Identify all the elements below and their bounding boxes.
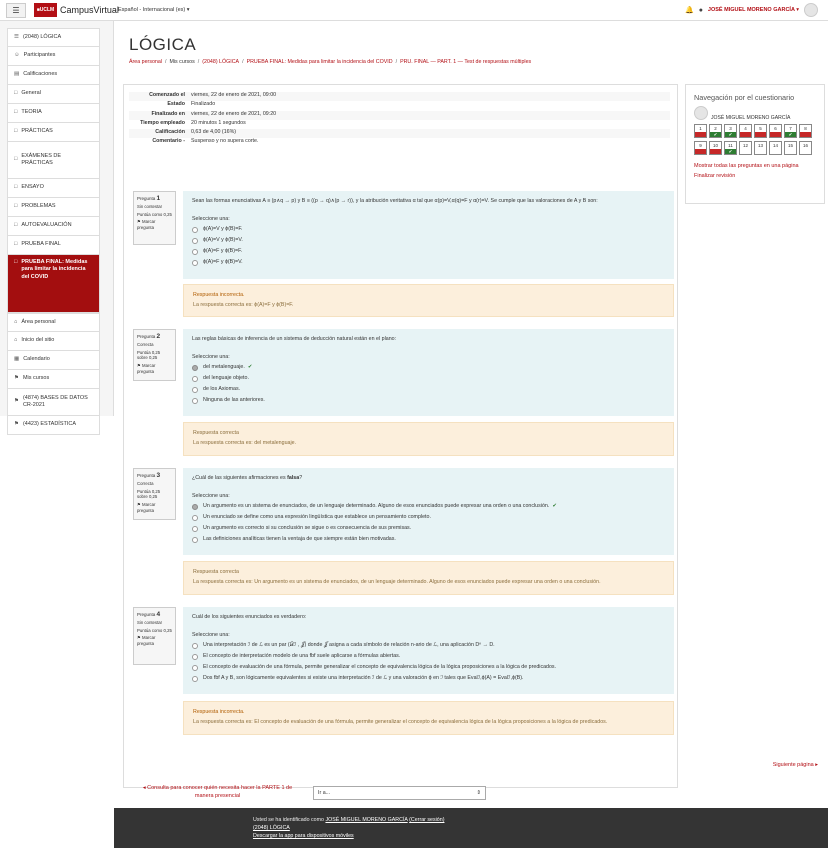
question-box-4 xyxy=(183,607,674,694)
answer-option[interactable] xyxy=(192,536,665,544)
flag-question-button[interactable]: ⚑ Marcar pregunta xyxy=(137,635,156,647)
question-number: 3 xyxy=(156,472,161,479)
main-content xyxy=(114,21,828,808)
sidebar-item-label: (4423) ESTADÍSTICA xyxy=(22,421,77,428)
feedback-header: Respuesta incorrecta. xyxy=(193,709,245,715)
question-score: Puntúa 0,25 sobre 0,25 xyxy=(137,488,161,500)
answer-option[interactable] xyxy=(192,653,665,661)
sidebar-item-icon: □ xyxy=(14,241,18,248)
answer-option-label: Un argumento es un sistema de enunciados, de un lenguaje determinado. Alguno de esos enunciados puede expresar una orden o una conclusión. xyxy=(203,503,550,510)
answer-option[interactable] xyxy=(192,237,665,245)
summary-value: viernes, 22 de enero de 2021, 09:20 xyxy=(191,110,277,117)
sidebar-item-icon: ▦ xyxy=(14,356,20,363)
summary-row xyxy=(129,101,670,110)
sidebar-item-icon: □ xyxy=(14,128,18,135)
sidebar-item-17[interactable] xyxy=(7,389,100,416)
correct-answer: La respuesta correcta es: ϕ(A)=F y ϕ(B)=F. xyxy=(193,302,294,309)
sidebar-item-label: EXÁMENES DE PRÁCTICAS xyxy=(21,152,62,166)
sidebar xyxy=(0,21,114,428)
question-nav-button-7[interactable] xyxy=(784,124,797,138)
flag-question-button[interactable]: ⚑ Marcar pregunta xyxy=(137,363,156,374)
answer-option-label: Las definiciones analíticas tienen la ventaja de que siempre están bien motivadas. xyxy=(203,535,396,542)
answer-option[interactable] xyxy=(192,664,665,672)
question-nav-button-14[interactable] xyxy=(769,141,782,155)
question-nav-button-13[interactable] xyxy=(754,141,767,155)
sidebar-item-2[interactable] xyxy=(7,47,100,66)
sidebar-item-16[interactable] xyxy=(7,370,100,389)
avatar[interactable] xyxy=(804,3,818,17)
question-nav-number: 7 xyxy=(789,126,792,131)
radio-button[interactable] xyxy=(192,365,198,371)
question-text: Las reglas básicas de inferencia de un sistema de deducción natural están en el plano: xyxy=(192,336,397,342)
breadcrumb-item-5[interactable]: PRU. FINAL — PART. 1 — Test de respuestas múltiples xyxy=(400,59,532,65)
radio-button[interactable] xyxy=(192,249,198,255)
logged-in-text: Usted se ha identificado como xyxy=(253,817,326,823)
breadcrumb-separator: / xyxy=(164,59,167,65)
feedback-header: Respuesta correcta xyxy=(193,569,239,575)
sidebar-item-4[interactable] xyxy=(7,85,100,104)
summary-row xyxy=(129,129,670,138)
question-nav-status: ✔ xyxy=(725,149,736,154)
sidebar-item-label: (2048) LÓGICA xyxy=(22,33,62,40)
radio-button[interactable] xyxy=(192,387,198,393)
page-footer xyxy=(114,808,828,848)
summary-label: Finalizado en xyxy=(151,110,185,117)
feedback-header: Respuesta incorrecta. xyxy=(193,292,245,298)
question-nav-number: 1 xyxy=(699,126,702,131)
sidebar-item-label: Participantes xyxy=(23,52,56,59)
question-nav-status xyxy=(800,132,811,137)
question-info-4 xyxy=(133,607,176,665)
question-nav-status: ✔ xyxy=(785,132,796,137)
avatar xyxy=(694,106,708,120)
sidebar-item-icon: □ xyxy=(14,203,18,210)
question-box-1 xyxy=(183,191,674,279)
radio-button[interactable] xyxy=(192,238,198,244)
sidebar-item-label: PRÁCTICAS xyxy=(21,128,53,135)
sidebar-item-icon: ▤ xyxy=(14,71,20,78)
sidebar-item-3[interactable] xyxy=(7,66,100,85)
question-box-3 xyxy=(183,468,674,555)
quiz-navigation-panel xyxy=(685,84,825,204)
question-nav-button-1[interactable] xyxy=(694,124,707,138)
summary-value: 0,63 de 4,00 (16%) xyxy=(191,129,237,136)
radio-button[interactable] xyxy=(192,676,198,682)
question-number: 1 xyxy=(156,195,161,202)
sidebar-item-13[interactable] xyxy=(7,313,100,332)
feedback-box-1 xyxy=(183,284,674,317)
sidebar-item-label: General xyxy=(21,90,41,97)
question-nav-number: 14 xyxy=(772,143,778,148)
answer-option[interactable] xyxy=(192,397,665,405)
sidebar-item-icon: ⚑ xyxy=(14,375,19,382)
question-nav-button-15[interactable] xyxy=(784,141,797,155)
question-number: 4 xyxy=(156,611,161,618)
answer-option-label: del metalenguaje. xyxy=(203,364,245,371)
question-label: Pregunta xyxy=(137,612,156,617)
question-state: Correcta xyxy=(137,480,154,486)
question-nav-number: 3 xyxy=(729,126,732,131)
question-score: Puntúa 0,25 sobre 0,25 xyxy=(137,349,161,361)
breadcrumb-separator: / xyxy=(242,59,244,65)
question-info-3 xyxy=(133,468,176,520)
answer-option[interactable] xyxy=(192,364,665,372)
sidebar-item-8[interactable] xyxy=(7,179,100,198)
answer-option-label: ϕ(A)=F y ϕ(B)=V. xyxy=(203,258,243,265)
footer-user-link[interactable]: JOSÉ MIGUEL MORENO GARCÍA xyxy=(325,817,408,823)
summary-label: Tiempo empleado xyxy=(140,119,185,126)
select-arrows-icon: ⇕ xyxy=(476,790,481,796)
question-nav-button-10[interactable] xyxy=(709,141,722,155)
question-nav-button-2[interactable] xyxy=(709,124,722,138)
radio-button[interactable] xyxy=(192,654,198,660)
summary-label: Estado xyxy=(167,101,185,108)
summary-row xyxy=(129,111,670,120)
answer-option[interactable] xyxy=(192,514,665,522)
question-box-2 xyxy=(183,329,674,416)
question-text: Sean las formas enunciativas A ≡ (p∧q → p) y B ≡ ((p → q)∧(p → r)), y la atribución veritativa α tal que α(p)=V,α(q)=F y α(r)=V. Se cumple que las valoraciones de A y B son: xyxy=(192,198,598,204)
breadcrumb xyxy=(129,59,531,65)
question-nav-status: ✔ xyxy=(725,132,736,137)
jump-to-select[interactable] xyxy=(313,786,486,800)
question-text-start: ¿Cuál de las siguientes afirmaciones es xyxy=(192,475,288,481)
sidebar-item-10[interactable] xyxy=(7,217,100,236)
sidebar-item-icon: ⌂ xyxy=(14,337,18,344)
question-nav-grid xyxy=(694,124,824,155)
question-nav-button-6[interactable] xyxy=(769,124,782,138)
select-prompt: Seleccione una: xyxy=(192,215,230,222)
sidebar-item-icon: ⚑ xyxy=(14,398,19,405)
question-state: Sin contestar xyxy=(137,203,163,209)
question-score: Puntúa como 0,25 xyxy=(137,627,172,633)
sidebar-item-label: Área personal xyxy=(21,318,56,325)
question-number: 2 xyxy=(156,333,161,340)
previous-activity-link[interactable]: ◂ Consulta para conocer quién necesita hacer la PARTE 1 de manera presencial xyxy=(142,785,293,799)
feedback-header: Respuesta correcta xyxy=(193,430,239,436)
sidebar-item-icon: ☰ xyxy=(14,33,19,40)
summary-value: Suspenso y no supera corte. xyxy=(191,138,259,145)
select-prompt: Seleccione una: xyxy=(192,631,230,638)
question-nav-number: 15 xyxy=(787,143,793,148)
question-nav-button-11[interactable] xyxy=(724,141,737,155)
answer-option[interactable] xyxy=(192,675,665,683)
sidebar-item-11[interactable] xyxy=(7,236,100,255)
radio-button[interactable] xyxy=(192,260,198,266)
attempt-summary-table xyxy=(129,92,670,148)
question-label: Pregunta xyxy=(137,473,156,478)
question-nav-status xyxy=(785,149,796,154)
nav-user-name: JOSÉ MIGUEL MORENO GARCÍA xyxy=(711,115,791,121)
flag-question-button[interactable]: ⚑ Marcar pregunta xyxy=(137,502,156,513)
sidebar-item-label: PRUEBA FINAL: Medidas para limitar la incidencia del COVID xyxy=(21,259,88,280)
summary-row xyxy=(129,120,670,129)
summary-value: Finalizado xyxy=(191,101,216,108)
answer-option[interactable] xyxy=(192,642,665,650)
top-navbar xyxy=(0,0,828,21)
sidebar-item-label: (4874) BASES DE DATOS CR-2021 xyxy=(22,394,88,408)
breadcrumb-item-1[interactable]: Área personal xyxy=(129,59,162,65)
question-nav-number: 8 xyxy=(804,126,807,131)
checkmark-icon: ✔ xyxy=(552,503,557,510)
sidebar-item-icon: ⌂ xyxy=(14,318,18,325)
sidebar-item-label: PRUEBA FINAL xyxy=(21,241,61,248)
question-nav-button-16[interactable] xyxy=(799,141,812,155)
sidebar-item-label: Calificaciones xyxy=(23,71,58,78)
question-nav-status xyxy=(770,132,781,137)
question-text-end: ? xyxy=(299,475,303,481)
question-nav-number: 12 xyxy=(742,143,748,148)
radio-button[interactable] xyxy=(192,515,198,521)
radio-button[interactable] xyxy=(192,398,198,404)
sidebar-item-icon: □ xyxy=(14,156,18,163)
radio-button[interactable] xyxy=(192,504,198,510)
answer-option[interactable] xyxy=(192,248,665,256)
question-text-emphasis: falsa xyxy=(287,475,300,481)
sidebar-item-9[interactable] xyxy=(7,198,100,217)
sidebar-item-6[interactable] xyxy=(7,123,100,142)
sidebar-item-12[interactable] xyxy=(7,255,100,313)
question-state: Sin contestar xyxy=(137,619,163,625)
feedback-box-4 xyxy=(183,701,674,735)
radio-button[interactable] xyxy=(192,643,198,649)
answer-option[interactable] xyxy=(192,503,665,511)
summary-label: Comenzado el xyxy=(149,92,185,98)
radio-button[interactable] xyxy=(192,665,198,671)
question-nav-status xyxy=(710,149,721,154)
correct-answer: La respuesta correcta es: El concepto de evaluación de una fórmula, permite generalizar el concepto de equivalencia lógica de la lógica proposiciones a la lógica de predicados. xyxy=(193,719,608,726)
summary-row xyxy=(129,138,670,147)
answer-option[interactable] xyxy=(192,375,665,383)
answer-option-label: ϕ(A)=V y ϕ(B)=V. xyxy=(203,237,243,244)
answer-option-label: ϕ(A)=V y ϕ(B)=F. xyxy=(203,226,243,233)
sidebar-item-1[interactable] xyxy=(7,28,100,47)
hamburger-icon: ☰ xyxy=(12,6,20,15)
question-nav-status xyxy=(740,132,751,137)
sidebar-item-15[interactable] xyxy=(7,351,100,370)
question-nav-status xyxy=(800,149,811,154)
breadcrumb-item-3[interactable]: (2048) LÓGICA xyxy=(202,59,240,65)
correct-answer: La respuesta correcta es: Un argumento es un sistema de enunciados, de un lenguaje determinado. Alguno de esos enunciados puede expresar una orden o una conclusión. xyxy=(193,579,601,586)
user-menu[interactable]: JOSÉ MIGUEL MORENO GARCÍA ▾ xyxy=(707,7,799,13)
sidebar-item-18[interactable] xyxy=(7,416,100,435)
jump-to-label: Ir a... xyxy=(318,790,331,796)
sidebar-item-label: Calendario xyxy=(23,356,50,363)
page-title: LÓGICA xyxy=(129,35,197,54)
sidebar-item-icon: ⚑ xyxy=(14,421,19,428)
answer-option-label: del lenguaje objeto. xyxy=(203,375,249,382)
sidebar-item-icon: □ xyxy=(14,109,18,116)
hamburger-menu-button[interactable] xyxy=(6,3,26,18)
radio-button[interactable] xyxy=(192,376,198,382)
breadcrumb-item-4[interactable]: PRUEBA FINAL: Medidas para limitar la incidencia del COVID xyxy=(246,59,393,65)
radio-button[interactable] xyxy=(192,227,198,233)
sidebar-item-5[interactable] xyxy=(7,104,100,123)
quiz-review-panel xyxy=(123,84,678,788)
footer-course-link[interactable]: (2048) LÓGICA xyxy=(253,825,290,832)
brand-name: CampusVirtual xyxy=(60,5,119,15)
summary-label: Calificación xyxy=(155,129,185,136)
mobile-app-link[interactable]: Descargar la app para dispositivos móviles xyxy=(253,833,354,840)
question-nav-number: 16 xyxy=(802,143,808,148)
quiz-navigation-title: Navegación por el cuestionario xyxy=(694,93,795,102)
summary-value: 20 minutos 1 segundos xyxy=(191,119,246,126)
correct-answer: La respuesta correcta es: del metalenguaje. xyxy=(193,440,297,447)
question-text: Cuál de los siguientes enunciados es verdadero: xyxy=(192,614,307,620)
chat-bubble-icon[interactable]: ● xyxy=(698,6,703,14)
answer-option-label: Ninguna de las anteriores. xyxy=(203,396,265,403)
sidebar-item-icon: □ xyxy=(14,259,18,265)
finish-review-link[interactable]: Finalizar revisión xyxy=(694,173,736,180)
answer-option-label: de los Axiomas. xyxy=(203,386,241,393)
answer-option[interactable] xyxy=(192,226,665,234)
question-nav-number: 4 xyxy=(744,126,747,131)
checkmark-icon: ✔ xyxy=(247,364,253,371)
sidebar-item-icon: □ xyxy=(14,184,18,191)
question-state: Correcta xyxy=(137,341,154,347)
next-page-link[interactable]: Siguiente página ▸ xyxy=(772,762,818,768)
question-score: Puntúa como 0,25 xyxy=(137,211,172,217)
question-label: Pregunta xyxy=(137,334,156,339)
answer-option[interactable] xyxy=(192,525,665,533)
question-info-2 xyxy=(133,329,176,381)
show-all-questions-link[interactable]: Mostrar todas las preguntas en una página xyxy=(694,163,799,169)
uclm-logo: ■UCLM xyxy=(34,3,57,17)
question-nav-number: 6 xyxy=(774,126,777,131)
answer-option-label: Un enunciado se define como una expresión lingüística que establece un pensamiento completo. xyxy=(203,514,431,521)
question-nav-number: 10 xyxy=(712,143,718,148)
question-nav-status xyxy=(695,132,706,137)
sidebar-item-label: TEORIA xyxy=(21,109,42,116)
question-nav-button-4[interactable] xyxy=(739,124,752,138)
site-brand[interactable] xyxy=(34,3,119,17)
question-nav-number: 11 xyxy=(728,143,733,148)
question-nav-number: 2 xyxy=(714,126,717,131)
question-nav-number: 5 xyxy=(759,126,762,131)
select-prompt: Seleccione una: xyxy=(192,492,230,499)
logout-link[interactable]: (Cerrar sesión) xyxy=(409,817,445,823)
question-nav-button-8[interactable] xyxy=(799,124,812,138)
answer-option[interactable] xyxy=(192,259,665,267)
language-menu[interactable]: Español - Internacional (es) ▾ xyxy=(118,7,190,13)
sidebar-item-label: PROBLEMAS xyxy=(21,203,56,210)
sidebar-item-icon: □ xyxy=(14,222,18,229)
summary-value: viernes, 22 de enero de 2021, 09:00 xyxy=(191,92,277,98)
question-nav-status xyxy=(755,132,766,137)
flag-question-button[interactable]: ⚑ Marcar pregunta xyxy=(137,219,156,231)
radio-button[interactable] xyxy=(192,526,198,532)
question-text xyxy=(192,475,665,483)
question-nav-number: 13 xyxy=(757,143,763,148)
question-nav-button-12[interactable] xyxy=(739,141,752,155)
question-nav-status: ✔ xyxy=(710,132,721,137)
breadcrumb-separator: / xyxy=(395,59,398,65)
feedback-box-3 xyxy=(183,561,674,595)
answer-option-label: Un argumento es correcto si su conclusión se sigue o es consecuencia de sus premisas. xyxy=(203,525,412,532)
answer-option-label: Una interpretación ℐ de ℒ es un par (𝒟ℐ , 𝒥) donde 𝒥 asigna a cada símbolo de relación n-ario de ℒ, una aplicación Dⁿ → D. xyxy=(203,642,495,649)
bell-icon[interactable]: 🔔 xyxy=(684,7,694,14)
question-nav-status xyxy=(755,149,766,154)
feedback-box-2 xyxy=(183,422,674,456)
breadcrumb-item-2[interactable]: Mis cursos xyxy=(169,59,195,65)
radio-button[interactable] xyxy=(192,537,198,543)
sidebar-item-label: ENSAYO xyxy=(21,184,44,191)
summary-label: Comentario - xyxy=(152,138,185,145)
question-nav-button-3[interactable] xyxy=(724,124,737,138)
question-nav-number: 9 xyxy=(699,143,702,148)
question-label: Pregunta xyxy=(137,196,156,201)
answer-option[interactable] xyxy=(192,386,665,394)
sidebar-item-label: Inicio del sitio xyxy=(21,337,55,344)
sidebar-item-icon: ☺ xyxy=(14,52,20,59)
breadcrumb-separator: / xyxy=(197,59,200,65)
question-nav-status xyxy=(695,149,706,154)
question-nav-button-5[interactable] xyxy=(754,124,767,138)
sidebar-item-14[interactable] xyxy=(7,332,100,351)
answer-option-label: El concepto de interpretación modelo de una fbf suele aplicarse a fórmulas abiertas. xyxy=(203,653,401,660)
user-area xyxy=(685,3,818,17)
sidebar-item-label: Mis cursos xyxy=(22,375,50,382)
sidebar-item-icon: □ xyxy=(14,90,18,97)
answer-option-label: ϕ(A)=F y ϕ(B)=F. xyxy=(203,248,243,255)
question-nav-status xyxy=(770,149,781,154)
select-prompt: Seleccione una: xyxy=(192,353,230,360)
question-nav-status xyxy=(740,149,751,154)
question-nav-button-9[interactable] xyxy=(694,141,707,155)
question-info-1 xyxy=(133,191,176,245)
summary-row xyxy=(129,92,670,101)
sidebar-item-7[interactable] xyxy=(7,142,100,179)
answer-option-label: El concepto de evaluación de una fórmula, permite generalizar el concepto de equivalencia lógica de la lógica proposiciones a la lógica de predicados. xyxy=(203,664,557,671)
sidebar-item-label: AUTOEVALUACIÓN xyxy=(21,222,72,229)
answer-option-label: Dos fbf A y B, son lógicamente equivalentes si existe una interpretación ℐ de ℒ y una valoración ϕ en ℐ tales que Evalℐ,ϕ(A) = Evalℐ,ϕ(B). xyxy=(203,674,524,681)
